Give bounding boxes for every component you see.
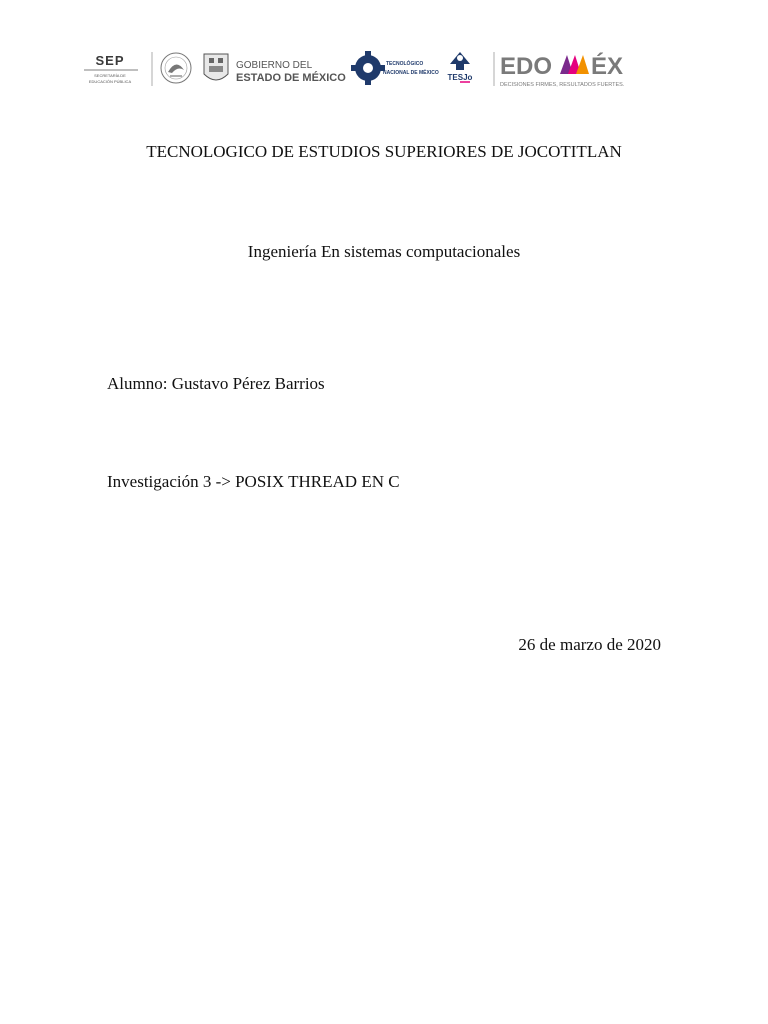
- tesjo-logo-name: TESJo: [447, 73, 473, 82]
- tecnm-logo-line1: TECNOLÓGICO: [386, 61, 424, 67]
- edomex-logo-part2: ÉX: [591, 53, 624, 80]
- gobierno-logo-line1: GOBIERNO DEL: [236, 60, 313, 71]
- edomex-logo: [500, 52, 625, 88]
- sep-logo-name: SEP: [95, 53, 125, 68]
- coat-of-arms-icon: [161, 53, 191, 83]
- tesjo-emblem-icon: [450, 52, 470, 70]
- estado-de-mexico-shield-icon: [204, 54, 228, 80]
- edomex-tagline: DECISIONES FIRMES, RESULTADOS FUERTES.: [500, 82, 625, 88]
- sep-logo-subtitle-2: EDUCACIÓN PÚBLICA: [88, 79, 132, 84]
- tecnm-logo-line2: NACIONAL DE MÉXICO: [383, 70, 439, 76]
- gobierno-logo-line2: ESTADO DE MÉXICO: [236, 72, 346, 84]
- career-name: Ingeniería En sistemas computacionales: [247, 242, 521, 261]
- edomex-m-mark-icon: [560, 55, 589, 74]
- institution-name: TECNOLOGICO DE ESTUDIOS SUPERIORES DE JOCOTITLAN: [146, 142, 622, 161]
- sep-logo: [84, 53, 138, 84]
- header-logos: [80, 46, 658, 90]
- sep-logo-subtitle-1: SECRETARÍA DE: [94, 73, 126, 78]
- tecnm-gear-icon: [351, 51, 385, 85]
- document-date: 26 de marzo de 2020: [518, 635, 661, 654]
- edomex-logo-part1: EDO: [500, 53, 553, 80]
- header-logo-bar: [80, 46, 658, 90]
- student-name: Alumno: Gustavo Pérez Barrios: [107, 374, 325, 393]
- assignment-title: Investigación 3 -> POSIX THREAD EN C: [107, 472, 400, 491]
